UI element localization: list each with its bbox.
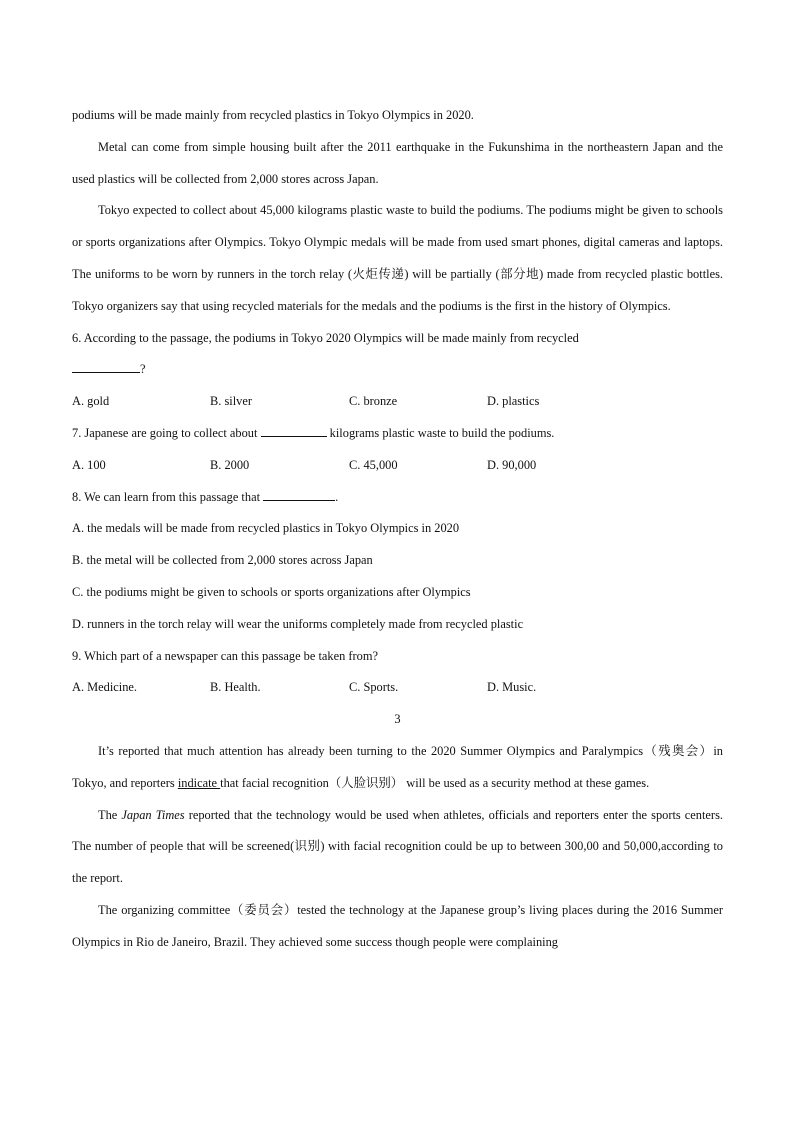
answer-blank — [261, 422, 327, 437]
question-6-options — [72, 386, 723, 418]
option-b: B. 2000 — [210, 457, 250, 472]
paragraph-text: that facial recognition（人脸识别） will be used as a security method at these games. — [220, 775, 650, 790]
option-a: A. 100 — [72, 457, 106, 472]
option-b: B. Health. — [210, 680, 261, 695]
question-7 — [72, 418, 723, 450]
option-d: D. Music. — [487, 680, 537, 695]
option-c: C. 45,000 — [349, 457, 398, 472]
question-7-tail: kilograms plastic waste to build the podiums. — [329, 425, 555, 440]
question-8-stem: 8. We can learn from this passage that — [72, 489, 261, 504]
option-d: D. plastics — [487, 394, 540, 409]
option-c: C. bronze — [349, 394, 398, 409]
document-page — [72, 100, 723, 959]
passage-paragraph-3: Tokyo expected to collect about 45,000 kilograms plastic waste to build the podiums. The podiums might be given to schools or sports organizations after Olympics. Tokyo Olympic medals will be made from used smart phones, digital cameras and laptops. The uniforms to be worn by runners in the torch relay (火炬传递) will be partially (部分地) made from recycled plastic bottles. Tokyo organizers say that using recycled materials for the medals and the podiums is the first in the history of Olympics. — [72, 203, 723, 313]
newspaper-title: Japan Times — [121, 807, 185, 822]
question-8-tail: . — [335, 489, 339, 504]
paragraph-text: reported that the technology would be used when athletes, officials and reporters enter the sports centers. The number of people that will be screened(识别) with facial recognition could be up to between 300,00 and 50,000,according to the report. — [72, 807, 723, 886]
question-8 — [72, 482, 723, 514]
option-a: A. Medicine. — [72, 680, 138, 695]
passage-paragraph-2: Metal can come from simple housing built after the 2011 earthquake in the Fukunshima in the northeastern Japan and the used plastics will be collected from 2,000 stores across Japan. — [72, 139, 723, 186]
option-b: B. the metal will be collected from 2,000 stores across Japan — [72, 553, 373, 568]
passage-paragraph-4 — [72, 736, 723, 800]
question-7-stem: 7. Japanese are going to collect about — [72, 425, 258, 440]
question-9-options — [72, 672, 723, 704]
answer-blank — [72, 358, 140, 373]
question-6-stem: 6. According to the passage, the podiums in Tokyo 2020 Olympics will be made mainly from recycled — [72, 330, 579, 345]
option-c: C. Sports. — [349, 680, 399, 695]
option-b: B. silver — [210, 394, 252, 409]
option-a: A. the medals will be made from recycled plastics in Tokyo Olympics in 2020 — [72, 521, 460, 536]
option-d: D. runners in the torch relay will wear the uniforms completely made from recycled plastic — [72, 616, 524, 631]
underlined-word: indicate — [177, 775, 221, 790]
question-9: 9. Which part of a newspaper can this passage be taken from? — [72, 648, 378, 663]
option-a: A. gold — [72, 394, 110, 409]
question-7-options — [72, 450, 723, 482]
passage-paragraph-5 — [72, 800, 723, 895]
paragraph-text: The — [98, 807, 122, 822]
passage-paragraph-1: podiums will be made mainly from recycled plastics in Tokyo Olympics in 2020. — [72, 108, 474, 122]
answer-blank — [263, 486, 335, 501]
passage-paragraph-6: The organizing committee（委员会）tested the technology at the Japanese group’s living places during the 2016 Summer Olympics in Rio de Janeiro, Brazil. They achieved some success though people were complaining — [72, 902, 723, 949]
question-6-tail: ? — [140, 362, 146, 377]
paragraph-text: It’s reported that much attention has already been turning to the 2020 Summer Olympics and Paralympics（残奥会）in Tokyo, and reporters — [72, 743, 723, 790]
option-d: D. 90,000 — [487, 457, 537, 472]
option-c: C. the podiums might be given to schools or sports organizations after Olympics — [72, 584, 471, 599]
question-6 — [72, 323, 723, 387]
section-number: 3 — [394, 712, 401, 727]
